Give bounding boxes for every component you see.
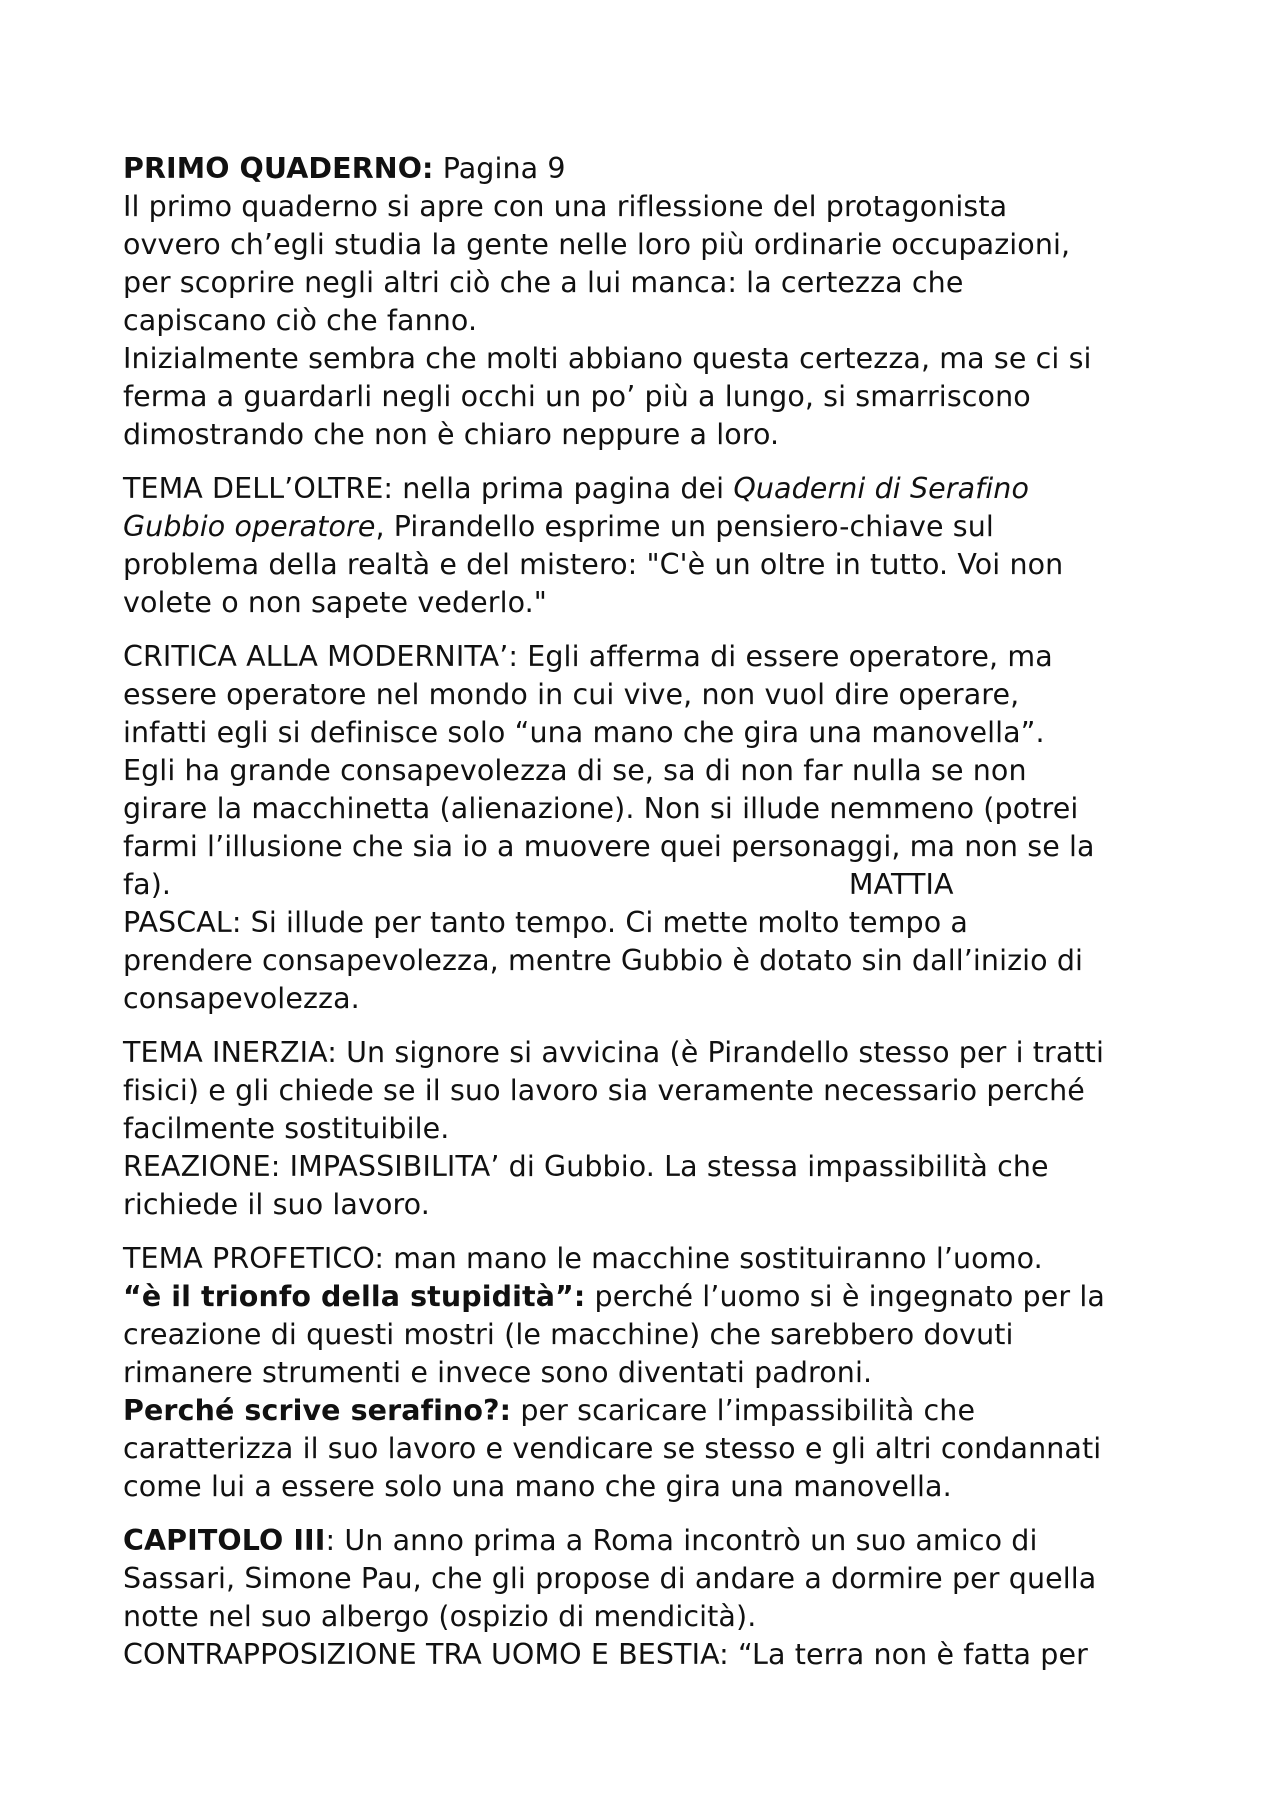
- paragraph-primo-quaderno: [123, 150, 1183, 454]
- text-line: [123, 1034, 1183, 1072]
- text-line: [123, 790, 1183, 828]
- text-line: [123, 638, 1183, 676]
- text-run: PASCAL: Si illude per tanto tempo. Ci mette molto tempo a: [123, 906, 968, 939]
- text-run: Egli ha grande consapevolezza di se, sa di non far nulla se non: [123, 754, 1027, 787]
- text-line: [123, 1186, 1183, 1224]
- text-run: caratterizza il suo lavoro e vendicare se stesso e gli altri condannati: [123, 1432, 1102, 1465]
- paragraph-tema-inerzia: [123, 1034, 1183, 1224]
- text-run: ovvero ch’egli studia la gente nelle loro più ordinarie occupazioni,: [123, 228, 1071, 261]
- text-run: problema della realtà e del mistero: "C'è un oltre in tutto. Voi non: [123, 548, 1064, 581]
- text-run: ferma a guardarli negli occhi un po’ più a lungo, si smarriscono: [123, 380, 1031, 413]
- text-run: farmi l’illusione che sia io a muovere quei personaggi, ma non se la: [123, 830, 1095, 863]
- text-run: TEMA PROFETICO: man mano le macchine sostituiranno l’uomo.: [123, 1242, 1043, 1275]
- text-run: per scaricare l’impassibilità che: [511, 1394, 976, 1427]
- bold-text: CAPITOLO III: [123, 1524, 326, 1557]
- text-run: REAZIONE: IMPASSIBILITA’ di Gubbio. La stessa impassibilità che: [123, 1150, 1049, 1183]
- text-run: facilmente sostituibile.: [123, 1112, 450, 1145]
- text-run: richiede il suo lavoro.: [123, 1188, 430, 1221]
- text-run: CONTRAPPOSIZIONE TRA UOMO E BESTIA: “La terra non è fatta per: [123, 1638, 1088, 1671]
- text-run: essere operatore nel mondo in cui vive, non vuol dire operare,: [123, 678, 1020, 711]
- text-line: [123, 1468, 1183, 1506]
- text-line: [123, 150, 1183, 188]
- italic-text: Gubbio operatore: [123, 510, 376, 543]
- text-line: [123, 1240, 1183, 1278]
- text-run: TEMA DELL’OLTRE: nella prima pagina dei: [123, 472, 734, 505]
- text-line: [123, 1522, 1183, 1560]
- bold-text: “è il trionfo della stupidità”:: [123, 1280, 586, 1313]
- text-line: [123, 1430, 1183, 1468]
- text-run: capiscano ciò che fanno.: [123, 304, 478, 337]
- text-run: come lui a essere solo una mano che gira una manovella.: [123, 1470, 952, 1503]
- text-line: [123, 226, 1183, 264]
- text-line: [123, 1560, 1183, 1598]
- paragraph-tema-oltre: [123, 470, 1183, 622]
- text-line: [123, 340, 1183, 378]
- text-run: infatti egli si definisce solo “una mano che gira una manovella”.: [123, 716, 1045, 749]
- text-line: [123, 1110, 1183, 1148]
- text-run: perché l’uomo si è ingegnato per la: [585, 1280, 1105, 1313]
- italic-text: Quaderni di Serafino: [733, 472, 1029, 505]
- document-body: [123, 150, 1183, 1690]
- bold-text: PRIMO QUADERNO:: [123, 152, 434, 185]
- text-run: fisici) e gli chiede se il suo lavoro sia veramente necessario perché: [123, 1074, 1085, 1107]
- text-line: [123, 904, 1183, 942]
- text-run: dimostrando che non è chiaro neppure a loro.: [123, 418, 780, 451]
- text-line: [123, 546, 1183, 584]
- bold-text: Perché scrive serafino?:: [123, 1394, 512, 1427]
- text-line: [123, 1392, 1183, 1430]
- text-run: volete o non sapete vederlo.": [123, 586, 548, 619]
- text-line: [123, 1148, 1183, 1186]
- text-line: [123, 1354, 1183, 1392]
- text-run: : Un anno prima a Roma incontrò un suo amico di: [325, 1524, 1038, 1557]
- text-line: [123, 980, 1183, 1018]
- text-run: Sassari, Simone Pau, che gli propose di andare a dormire per quella: [123, 1562, 1097, 1595]
- text-run: Inizialmente sembra che molti abbiano questa certezza, ma se ci si: [123, 342, 1092, 375]
- text-run: girare la macchinetta (alienazione). Non si illude nemmeno (potrei: [123, 792, 1079, 825]
- text-run: notte nel suo albergo (ospizio di mendicità).: [123, 1600, 757, 1633]
- text-line: [123, 1278, 1183, 1316]
- text-line: [123, 866, 1183, 904]
- text-run: Il primo quaderno si apre con una riflessione del protagonista: [123, 190, 1008, 223]
- text-run: per scoprire negli altri ciò che a lui manca: la certezza che: [123, 266, 964, 299]
- text-run: consapevolezza.: [123, 982, 360, 1015]
- text-run: prendere consapevolezza, mentre Gubbio è dotato sin dall’inizio di: [123, 944, 1084, 977]
- text-line: [123, 1598, 1183, 1636]
- paragraph-capitolo-iii: [123, 1522, 1183, 1674]
- text-line: [123, 942, 1183, 980]
- text-run: CRITICA ALLA MODERNITA’: Egli afferma di essere operatore, ma: [123, 640, 1053, 673]
- paragraph-critica-modernita: [123, 638, 1183, 1018]
- text-line: [123, 264, 1183, 302]
- text-line: [123, 828, 1183, 866]
- text-line: [123, 676, 1183, 714]
- text-line: [123, 302, 1183, 340]
- text-run: fa). MATTIA: [123, 868, 954, 901]
- text-line: [123, 416, 1183, 454]
- text-line: [123, 378, 1183, 416]
- paragraph-tema-profetico: [123, 1240, 1183, 1506]
- text-line: [123, 188, 1183, 226]
- text-line: [123, 752, 1183, 790]
- text-run: rimanere strumenti e invece sono diventati padroni.: [123, 1356, 873, 1389]
- text-run: creazione di questi mostri (le macchine) che sarebbero dovuti: [123, 1318, 1014, 1351]
- text-line: [123, 584, 1183, 622]
- text-line: [123, 508, 1183, 546]
- text-run: , Pirandello esprime un pensiero-chiave sul: [375, 510, 994, 543]
- text-line: [123, 1636, 1183, 1674]
- text-line: [123, 470, 1183, 508]
- text-line: [123, 1316, 1183, 1354]
- text-line: [123, 714, 1183, 752]
- text-run: Pagina 9: [433, 152, 566, 185]
- text-line: [123, 1072, 1183, 1110]
- text-run: TEMA INERZIA: Un signore si avvicina (è Pirandello stesso per i tratti: [123, 1036, 1104, 1069]
